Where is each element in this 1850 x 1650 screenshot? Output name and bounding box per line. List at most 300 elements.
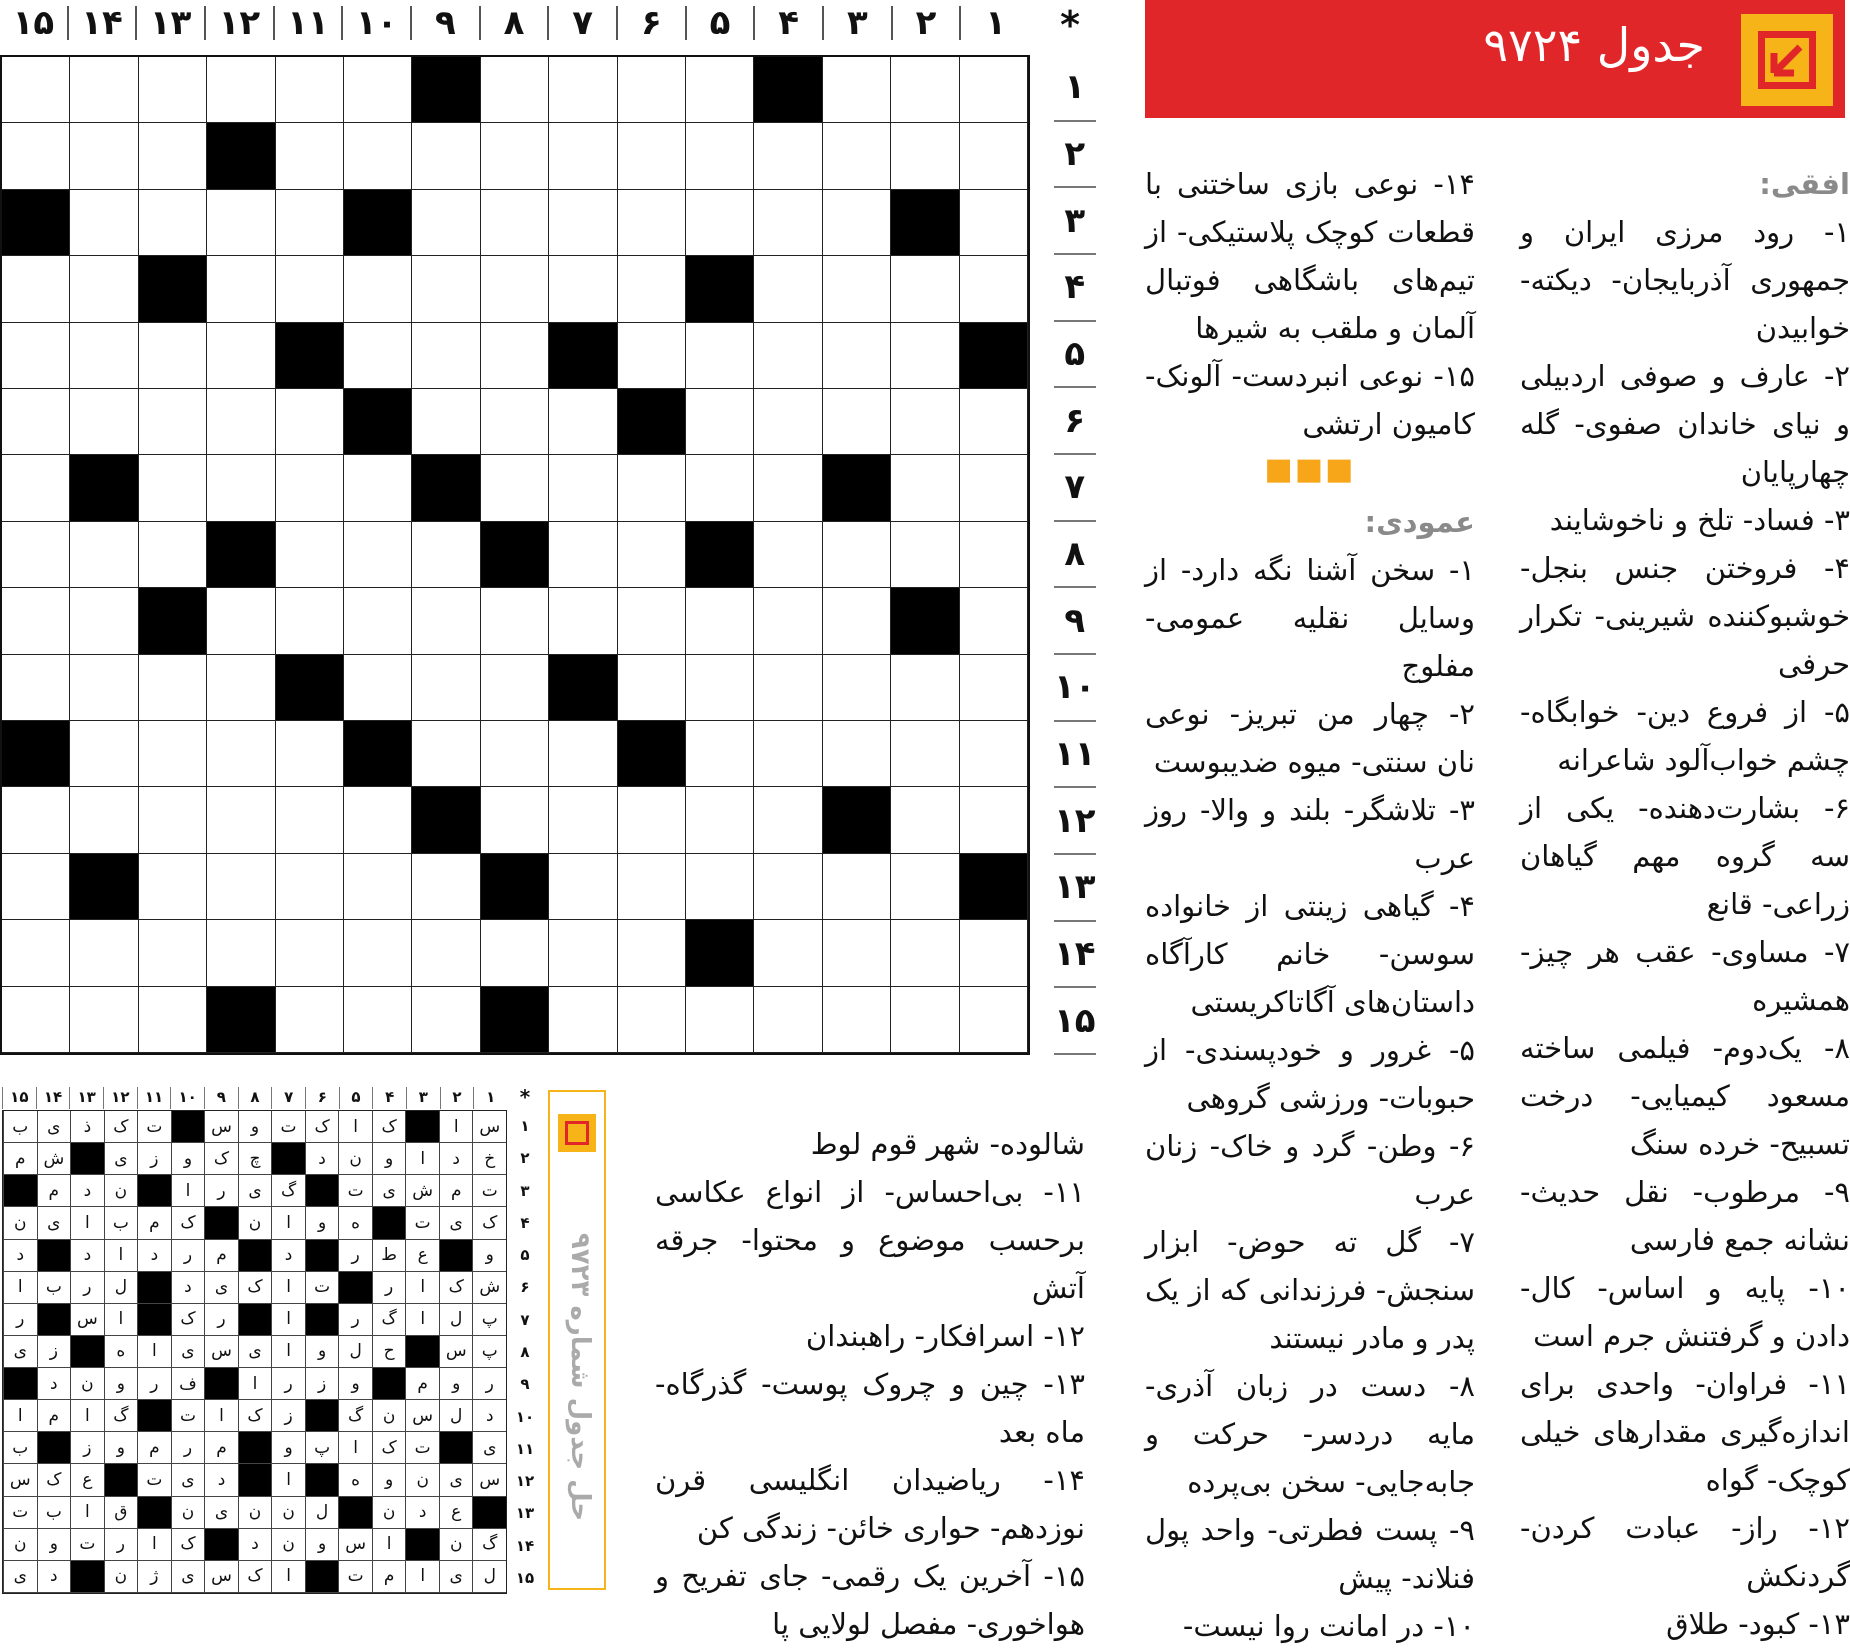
row-number: ۹ — [1054, 588, 1096, 655]
solution-column-number: ۱۲ — [103, 1087, 137, 1109]
grid-cell[interactable] — [276, 987, 344, 1053]
clue: ۱۰- پایه و اساس- کال- دادن و گرفتنش جرم است — [1520, 1271, 1850, 1353]
column-number: ۱۳ — [137, 6, 206, 40]
grid-cell[interactable] — [960, 522, 1028, 588]
grid-cell[interactable] — [618, 57, 686, 123]
grid-cell[interactable] — [70, 190, 138, 256]
grid-cell[interactable] — [207, 721, 275, 787]
grid-cell[interactable] — [412, 256, 480, 322]
grid-cell[interactable] — [70, 721, 138, 787]
grid-cell[interactable] — [2, 256, 70, 322]
solution-label: حل جدول شماره ۹۷۲۳ — [565, 1232, 595, 1522]
grid-cell[interactable] — [754, 854, 822, 920]
grid-cell[interactable] — [686, 655, 754, 721]
grid-cell[interactable] — [481, 655, 549, 721]
grid-cell[interactable] — [139, 389, 207, 455]
grid-cell[interactable] — [70, 323, 138, 389]
grid-cell[interactable] — [754, 323, 822, 389]
grid-cell[interactable] — [70, 655, 138, 721]
solution-cell: ی — [472, 1432, 506, 1464]
grid-cell[interactable] — [481, 787, 549, 853]
grid-cell[interactable] — [276, 455, 344, 521]
grid-cell[interactable] — [549, 256, 617, 322]
grid-cell[interactable] — [754, 787, 822, 853]
column-numbers — [0, 0, 1030, 50]
solution-column-number: ۷ — [271, 1087, 305, 1109]
grid-cell[interactable] — [549, 920, 617, 986]
solution-black-cell — [372, 1368, 406, 1400]
solution-black-cell — [3, 1175, 37, 1207]
grid-cell[interactable] — [207, 256, 275, 322]
grid-cell[interactable] — [823, 123, 891, 189]
grid-cell[interactable] — [823, 323, 891, 389]
solution-black-cell — [338, 1272, 372, 1304]
solution-row-number: ۹ — [520, 1375, 530, 1394]
solution-panel — [548, 1090, 606, 1590]
grid-cell[interactable] — [412, 190, 480, 256]
solution-cell: و — [472, 1240, 506, 1272]
solution-cell: ژ — [137, 1561, 171, 1593]
clue: ۶- وطن- گرد و خاک- زنان عرب — [1145, 1129, 1475, 1211]
grid-cell[interactable] — [276, 256, 344, 322]
clue: ۳- فساد- تلخ و ناخوشایند — [1549, 503, 1850, 537]
grid-cell[interactable] — [70, 256, 138, 322]
grid-cell[interactable] — [276, 721, 344, 787]
grid-cell[interactable] — [823, 987, 891, 1053]
grid-cell[interactable] — [754, 522, 822, 588]
grid-cell[interactable] — [891, 854, 959, 920]
grid-cell[interactable] — [891, 920, 959, 986]
grid-cell[interactable] — [960, 123, 1028, 189]
grid-cell[interactable] — [481, 389, 549, 455]
solution-row-number: ۴ — [520, 1213, 530, 1232]
grid-cell[interactable] — [823, 721, 891, 787]
grid-cell[interactable] — [891, 787, 959, 853]
grid-cell[interactable] — [823, 389, 891, 455]
grid-cell[interactable] — [823, 57, 891, 123]
solution-cell: ا — [271, 1207, 305, 1239]
grid-cell[interactable] — [70, 987, 138, 1053]
grid-cell[interactable] — [70, 123, 138, 189]
solution-black-cell — [405, 1111, 439, 1143]
grid-cell[interactable] — [344, 588, 412, 654]
grid-cell[interactable] — [2, 522, 70, 588]
grid-cell[interactable] — [412, 655, 480, 721]
grid-cell[interactable] — [754, 256, 822, 322]
solution-column-number: ۴ — [372, 1087, 406, 1109]
grid-cell[interactable] — [754, 123, 822, 189]
grid-cell[interactable] — [549, 787, 617, 853]
grid-cell[interactable] — [618, 987, 686, 1053]
solution-cell: ف — [171, 1368, 205, 1400]
grid-cell[interactable] — [891, 721, 959, 787]
grid-cell[interactable] — [549, 987, 617, 1053]
crossword-grid[interactable] — [0, 55, 1030, 1055]
solution-cell: ز — [137, 1143, 171, 1175]
grid-cell[interactable] — [344, 455, 412, 521]
grid-cell[interactable] — [686, 455, 754, 521]
grid-cell[interactable] — [891, 323, 959, 389]
grid-cell[interactable] — [139, 655, 207, 721]
grid-cell[interactable] — [754, 920, 822, 986]
solution-cell: س — [204, 1561, 238, 1593]
solution-black-cell — [305, 1175, 339, 1207]
grid-cell[interactable] — [960, 389, 1028, 455]
solution-black-cell — [137, 1497, 171, 1529]
clue: ۱۴- ریاضیدان انگلیسی قرن نوزدهم- حواری خائن- زندگی کن — [655, 1463, 1085, 1545]
solution-cell: ر — [171, 1240, 205, 1272]
grid-cell[interactable] — [276, 787, 344, 853]
grid-cell[interactable] — [823, 854, 891, 920]
solution-cell: س — [338, 1529, 372, 1561]
grid-cell[interactable] — [481, 123, 549, 189]
grid-cell[interactable] — [139, 721, 207, 787]
grid-cell[interactable] — [891, 389, 959, 455]
grid-cell[interactable] — [960, 57, 1028, 123]
solution-cell: ی — [439, 1464, 473, 1496]
grid-cell[interactable] — [344, 655, 412, 721]
black-cell — [207, 123, 275, 189]
solution-cell: ت — [405, 1432, 439, 1464]
grid-cell[interactable] — [960, 787, 1028, 853]
grid-cell[interactable] — [549, 455, 617, 521]
grid-cell[interactable] — [549, 389, 617, 455]
solution-cell: ب — [37, 1272, 71, 1304]
solution-black-cell — [171, 1111, 205, 1143]
grid-cell[interactable] — [2, 854, 70, 920]
solution-black-cell — [305, 1304, 339, 1336]
solution-cell: ک — [37, 1464, 71, 1496]
grid-cell[interactable] — [891, 123, 959, 189]
solution-cell: گ — [338, 1400, 372, 1432]
grid-cell[interactable] — [2, 920, 70, 986]
solution-cell: ک — [238, 1561, 272, 1593]
grid-cell[interactable] — [549, 588, 617, 654]
grid-cell[interactable] — [686, 389, 754, 455]
solution-logo — [558, 1114, 596, 1152]
grid-cell[interactable] — [139, 522, 207, 588]
grid-cell[interactable] — [2, 123, 70, 189]
grid-cell[interactable] — [139, 920, 207, 986]
column-number: ۱۴ — [69, 6, 138, 40]
grid-cell[interactable] — [70, 920, 138, 986]
column-number: ۳ — [824, 6, 893, 40]
solution-black-cell — [271, 1143, 305, 1175]
solution-cell: ک — [305, 1111, 339, 1143]
solution-row-number: ۳ — [520, 1181, 530, 1200]
grid-cell[interactable] — [481, 323, 549, 389]
grid-cell[interactable] — [891, 455, 959, 521]
solution-cell: ه — [338, 1464, 372, 1496]
grid-cell[interactable] — [754, 721, 822, 787]
grid-cell[interactable] — [276, 190, 344, 256]
grid-cell[interactable] — [960, 987, 1028, 1053]
grid-cell[interactable] — [2, 323, 70, 389]
grid-cell[interactable] — [70, 787, 138, 853]
grid-cell[interactable] — [344, 256, 412, 322]
solution-black-cell — [70, 1143, 104, 1175]
grid-cell[interactable] — [207, 455, 275, 521]
grid-cell[interactable] — [618, 522, 686, 588]
grid-cell[interactable] — [2, 455, 70, 521]
grid-cell[interactable] — [960, 655, 1028, 721]
grid-cell[interactable] — [618, 323, 686, 389]
grid-cell[interactable] — [754, 987, 822, 1053]
grid-cell[interactable] — [891, 655, 959, 721]
solution-cell: ک — [104, 1111, 138, 1143]
clue: ۶- بشارت‌دهنده- یکی از سه گروه مهم گیاهان زراعی- قانع — [1520, 791, 1850, 921]
grid-cell[interactable] — [891, 522, 959, 588]
solution-column-number: ۸ — [238, 1087, 272, 1109]
grid-cell[interactable] — [139, 987, 207, 1053]
grid-cell[interactable] — [481, 57, 549, 123]
solution-column-number: ۹ — [204, 1087, 238, 1109]
black-cell — [618, 389, 686, 455]
black-cell — [344, 389, 412, 455]
solution-cell: ت — [137, 1464, 171, 1496]
grid-cell[interactable] — [207, 588, 275, 654]
grid-cell[interactable] — [344, 920, 412, 986]
grid-cell[interactable] — [686, 323, 754, 389]
grid-cell[interactable] — [686, 987, 754, 1053]
grid-cell[interactable] — [207, 854, 275, 920]
clue: ۵- غرور و خودپسندی- از حبوبات- ورزشی گروهی — [1145, 1033, 1475, 1115]
solution-cell: چ — [238, 1143, 272, 1175]
grid-cell[interactable] — [686, 190, 754, 256]
grid-cell[interactable] — [139, 323, 207, 389]
grid-cell[interactable] — [549, 721, 617, 787]
grid-cell[interactable] — [2, 787, 70, 853]
grid-cell[interactable] — [139, 123, 207, 189]
grid-cell[interactable] — [412, 721, 480, 787]
solution-cell: و — [305, 1207, 339, 1239]
grid-cell[interactable] — [823, 655, 891, 721]
grid-cell[interactable] — [207, 920, 275, 986]
solution-cell: ی — [372, 1175, 406, 1207]
grid-cell[interactable] — [481, 920, 549, 986]
grid-cell[interactable] — [412, 854, 480, 920]
grid-cell[interactable] — [412, 987, 480, 1053]
grid-cell[interactable] — [276, 522, 344, 588]
grid-cell[interactable] — [618, 920, 686, 986]
grid-cell[interactable] — [481, 455, 549, 521]
grid-cell[interactable] — [754, 455, 822, 521]
solution-column-number: ۶ — [305, 1087, 339, 1109]
grid-cell[interactable] — [276, 57, 344, 123]
grid-cell[interactable] — [686, 57, 754, 123]
solution-cell: ن — [372, 1400, 406, 1432]
solution-cell: س — [472, 1111, 506, 1143]
grid-cell[interactable] — [549, 190, 617, 256]
grid-cell[interactable] — [344, 323, 412, 389]
solution-cell: ی — [3, 1336, 37, 1368]
black-cell — [549, 655, 617, 721]
grid-cell[interactable] — [70, 588, 138, 654]
grid-cell[interactable] — [686, 123, 754, 189]
grid-cell[interactable] — [686, 721, 754, 787]
grid-cell[interactable] — [207, 190, 275, 256]
solution-column-number: ۲ — [440, 1087, 474, 1109]
grid-cell[interactable] — [960, 721, 1028, 787]
solution-cell: ن — [271, 1497, 305, 1529]
row-number: ۱۱ — [1054, 722, 1096, 789]
grid-cell[interactable] — [344, 57, 412, 123]
solution-cell: و — [238, 1111, 272, 1143]
grid-cell[interactable] — [139, 854, 207, 920]
solution-cell: ک — [372, 1432, 406, 1464]
grid-cell[interactable] — [344, 987, 412, 1053]
grid-cell[interactable] — [618, 588, 686, 654]
grid-cell[interactable] — [207, 655, 275, 721]
solution-cell: د — [305, 1143, 339, 1175]
grid-cell[interactable] — [823, 588, 891, 654]
solution-cell: م — [37, 1175, 71, 1207]
grid-cell[interactable] — [139, 455, 207, 521]
solution-cell: ن — [171, 1497, 205, 1529]
grid-cell[interactable] — [618, 256, 686, 322]
arrow-icon — [565, 1121, 589, 1145]
grid-cell[interactable] — [549, 123, 617, 189]
grid-cell[interactable] — [618, 455, 686, 521]
grid-cell[interactable] — [344, 522, 412, 588]
grid-cell[interactable] — [412, 920, 480, 986]
grid-cell[interactable] — [344, 787, 412, 853]
grid-cell[interactable] — [549, 854, 617, 920]
grid-cell[interactable] — [549, 57, 617, 123]
grid-cell[interactable] — [276, 854, 344, 920]
grid-cell[interactable] — [960, 190, 1028, 256]
grid-cell[interactable] — [2, 588, 70, 654]
grid-cell[interactable] — [891, 987, 959, 1053]
grid-cell[interactable] — [276, 920, 344, 986]
grid-cell[interactable] — [618, 123, 686, 189]
grid-cell[interactable] — [481, 721, 549, 787]
solution-black-cell — [204, 1529, 238, 1561]
solution-cell: گ — [104, 1400, 138, 1432]
grid-cell[interactable] — [412, 522, 480, 588]
grid-cell[interactable] — [276, 389, 344, 455]
grid-cell[interactable] — [276, 123, 344, 189]
grid-cell[interactable] — [686, 588, 754, 654]
grid-cell[interactable] — [960, 455, 1028, 521]
solution-cell: ک — [439, 1272, 473, 1304]
solution-cell: د — [405, 1497, 439, 1529]
grid-cell[interactable] — [618, 655, 686, 721]
grid-cell[interactable] — [2, 987, 70, 1053]
column-number: ۲ — [893, 6, 962, 40]
black-cell — [686, 256, 754, 322]
solution-cell: ر — [472, 1368, 506, 1400]
black-cell — [481, 854, 549, 920]
solution-cell: ر — [137, 1368, 171, 1400]
grid-cell[interactable] — [344, 123, 412, 189]
grid-cell[interactable] — [823, 190, 891, 256]
grid-cell[interactable] — [960, 588, 1028, 654]
solution-cell: ز — [271, 1400, 305, 1432]
grid-cell[interactable] — [891, 256, 959, 322]
clue: ۸- یک‌دوم- فیلمی ساخته مسعود کیمیایی- درخت تسبیح- خرده سنگ — [1520, 1031, 1850, 1161]
grid-cell[interactable] — [481, 190, 549, 256]
grid-cell[interactable] — [891, 57, 959, 123]
grid-cell[interactable] — [549, 522, 617, 588]
solution-cell: د — [3, 1240, 37, 1272]
solution-cell: ک — [204, 1143, 238, 1175]
across-clues-column — [1520, 160, 1850, 1648]
clue: ۱۰- در امانت روا نیست- — [1182, 1609, 1475, 1643]
grid-cell[interactable] — [2, 655, 70, 721]
solution-cell: د — [171, 1272, 205, 1304]
solution-cell: ت — [271, 1111, 305, 1143]
grid-cell[interactable] — [70, 522, 138, 588]
solution-black-cell — [405, 1336, 439, 1368]
grid-cell[interactable] — [618, 854, 686, 920]
grid-cell[interactable] — [207, 57, 275, 123]
grid-cell[interactable] — [754, 190, 822, 256]
grid-cell[interactable] — [823, 522, 891, 588]
solution-cell: ل — [338, 1336, 372, 1368]
grid-cell[interactable] — [481, 256, 549, 322]
solution-cell: ش — [405, 1175, 439, 1207]
grid-cell[interactable] — [686, 787, 754, 853]
grid-cell[interactable] — [276, 588, 344, 654]
solution-corner-star: * — [519, 1085, 531, 1109]
black-cell — [823, 455, 891, 521]
grid-cell[interactable] — [207, 389, 275, 455]
grid-cell[interactable] — [960, 920, 1028, 986]
solution-cell: ا — [104, 1304, 138, 1336]
clue: ۵- از فروع دین- خوابگاه- چشم خواب‌آلود شاعرانه — [1520, 695, 1850, 777]
grid-cell[interactable] — [754, 588, 822, 654]
solution-cell: ا — [338, 1432, 372, 1464]
grid-cell[interactable] — [960, 256, 1028, 322]
grid-cell[interactable] — [207, 787, 275, 853]
clue: ۴- گیاهی زینتی از خانواده سوسن- خانم کارآگاه داستان‌های آگاتاکریستی — [1145, 889, 1475, 1019]
grid-cell[interactable] — [207, 323, 275, 389]
grid-cell[interactable] — [823, 256, 891, 322]
grid-cell[interactable] — [139, 190, 207, 256]
grid-cell[interactable] — [2, 57, 70, 123]
grid-cell[interactable] — [823, 920, 891, 986]
grid-cell[interactable] — [70, 389, 138, 455]
grid-cell[interactable] — [754, 655, 822, 721]
solution-cell: ن — [3, 1207, 37, 1239]
black-cell — [686, 920, 754, 986]
solution-cell: ل — [439, 1400, 473, 1432]
grid-cell[interactable] — [481, 588, 549, 654]
solution-cell: پ — [305, 1432, 339, 1464]
solution-black-cell — [37, 1304, 71, 1336]
grid-cell[interactable] — [412, 588, 480, 654]
solution-column-number: ۱ — [473, 1087, 507, 1109]
grid-cell[interactable] — [344, 854, 412, 920]
grid-cell[interactable] — [70, 57, 138, 123]
solution-cell: ا — [137, 1336, 171, 1368]
grid-cell[interactable] — [618, 787, 686, 853]
grid-cell[interactable] — [618, 190, 686, 256]
grid-cell[interactable] — [2, 389, 70, 455]
grid-cell[interactable] — [754, 389, 822, 455]
grid-cell[interactable] — [412, 123, 480, 189]
grid-cell[interactable] — [139, 787, 207, 853]
clue: ۲- عارف و صوفی اردبیلی و نیای خاندان صفوی- گله چهارپایان — [1520, 359, 1850, 489]
solution-cell: ل — [472, 1561, 506, 1593]
grid-cell[interactable] — [686, 854, 754, 920]
solution-cell: ی — [238, 1336, 272, 1368]
grid-cell[interactable] — [139, 57, 207, 123]
grid-cell[interactable] — [412, 323, 480, 389]
grid-cell[interactable] — [412, 389, 480, 455]
clue: ۲- چهار من تبریز- نوعی نان سنتی- میوه ضدیبوست — [1145, 697, 1475, 779]
